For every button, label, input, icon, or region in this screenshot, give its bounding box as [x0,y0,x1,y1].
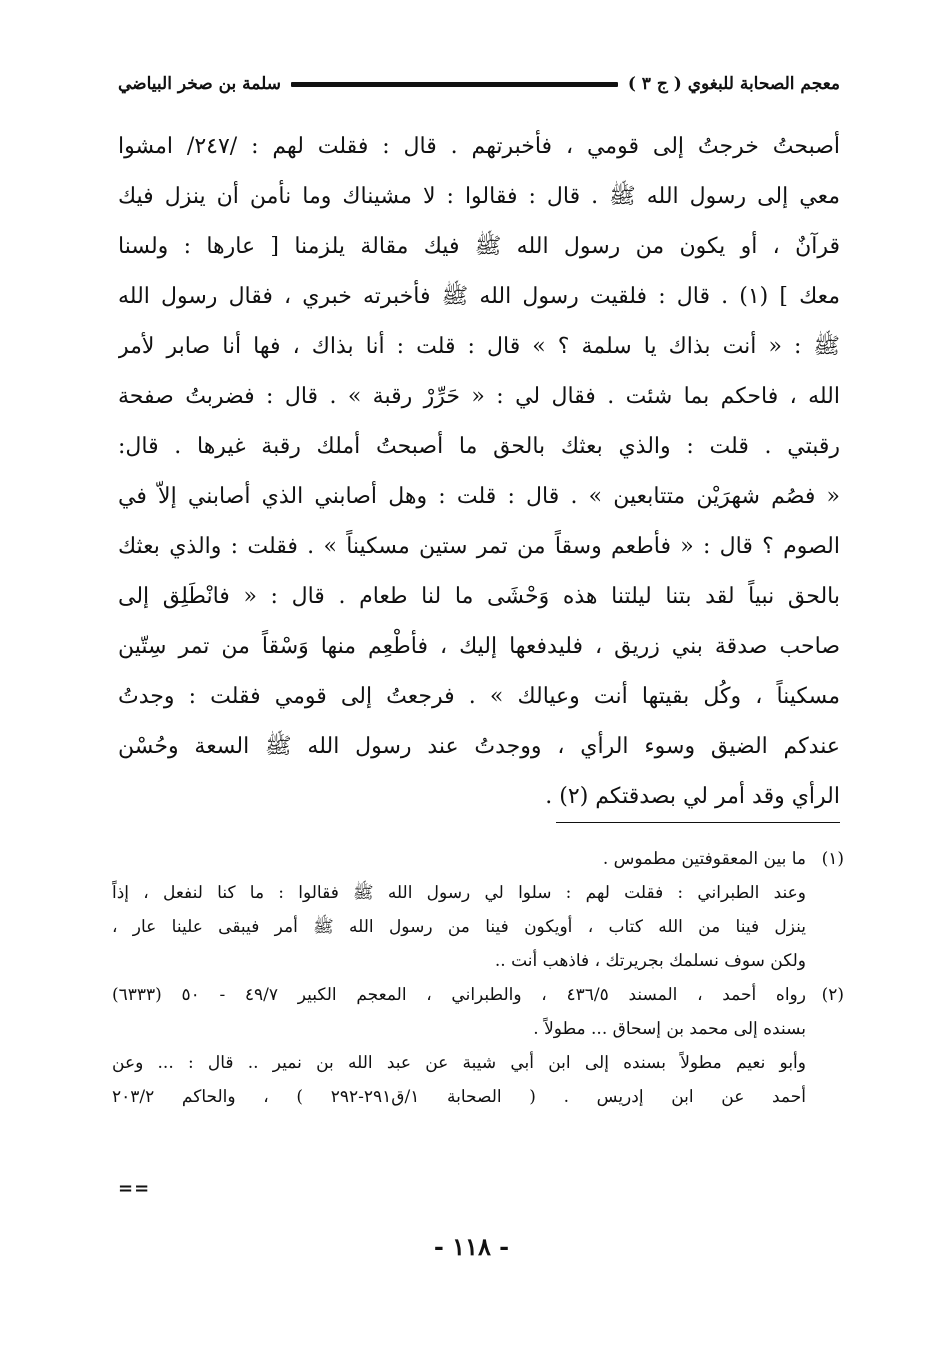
text-line: عندكم الضيق وسوء الرأي ، ووجدتُ عند رسول الله ﷺ السعة وحُسْن [118,734,840,759]
footnote-line [112,978,844,1012]
footnote-number: (٢) [821,985,844,1005]
footnote-line [112,944,844,978]
footnote-number [806,1012,844,1046]
footnote-line [112,876,844,910]
footnote-number [806,944,844,978]
footnote-text: ولكن سوف نسلمك بجريرتك ، فاذهب أنت .. [494,951,806,971]
footnote-text: ينزل فينا من الله كتاب ، أويكون فينا من رسول الله ﷺ أمر فيبقى علينا عار ، [112,917,806,937]
main-text [118,122,840,822]
book-title: معجم الصحابة للبغوي ( ج ٣ ) [627,74,840,94]
text-line: رقبتي . قلت : والذي بعثك بالحق ما أصبحتُ أملك رقبة غيرها . قال: [118,434,840,459]
footnote-text: رواه أحمد ، المسند ٤٣٦/٥ ، والطبراني ، المعجم الكبير ٤٩/٧ - ٥٠ (٦٣٣٣) [112,985,806,1005]
text-line: معك ] (١) . قال : فلقيت رسول الله ﷺ فأخبرته خبري ، فقال رسول الله [118,284,840,309]
text-line: معي إلى رسول الله ﷺ . قال : فقالوا : لا مشيناك وما نأمن أن ينزل فيك [118,184,840,209]
footnote-text: أحمد عن ابن إدريس . ( الصحابة ١/ق٢٩١-٢٩٢ ) ، والحاكم ٢٠٣/٢ [112,1087,806,1107]
footnote-line [112,910,844,944]
text-line: الله ، فاحكم بما شئت . فقال لي : « حَرِّرْ رقبة » . قال : فضربتُ صفحة [118,384,840,409]
header-rule [291,82,618,87]
text-line: الرأي وقد أمر لي بصدقتكم (٢) . [545,784,840,809]
footnote-number [806,1080,844,1114]
footnote-separator [556,822,840,823]
text-line: مسكيناً ، وكُل بقيتها أنت وعيالك » . فرجعتُ إلى قومي فقلت : وجدتُ [118,684,840,709]
text-line: صاحب صدقة بني زريق ، فليدفعها إليك ، فأطْعِم منها وَسْقاً من تمر سِتّين [118,634,840,659]
footnote-line [112,1080,844,1114]
footnote-number [806,876,844,910]
continued-mark: == [118,1178,151,1199]
text-line: أصبحتُ خرجتُ إلى قومي ، فأخبرتهم . قال : فقلت لهم : /٢٤٧/ امشوا [118,134,840,159]
footnote-number [806,1046,844,1080]
footnote-number: (١) [821,849,844,869]
footnotes [112,842,844,1114]
footnote-text: وأبو نعيم مطولاً بسنده إلى ابن أبي شيبة عن عبد الله بن نمير .. قال : ... وعن [112,1053,806,1073]
footnote-line [112,1012,844,1046]
footnote-text: بسنده إلى محمد بن إسحاق ... مطولاً . [533,1019,806,1039]
page-number: - ١١٨ - [433,1232,510,1261]
running-header [118,66,840,102]
text-line: « فصُم شهرَيْن متتابعين » . قال : قلت : وهل أصابني الذي أصابني إلاّ في [118,484,840,509]
footnote-text: وعند الطبراني : فقلت لهم : سلوا لي رسول الله ﷺ فقالوا : ما كنا لنفعل ، إذاً [112,883,806,903]
text-line: بالحق نبياً لقد بتنا ليلتنا هذه وَحْشَى ما لنا طعام . قال : « فانْطَلِق إلى [118,584,840,609]
footnote-line [112,1046,844,1080]
entry-name: سلمة بن صخر البياضي [118,74,281,94]
footnote-text: ما بين المعقوفتين مطموس . [602,849,806,869]
footnote-number [806,910,844,944]
text-line: قرآنٌ ، أو يكون من رسول الله ﷺ فيك مقالة يلزمنا [ عارها : ولسنا [118,234,840,259]
footnote-line [112,842,844,876]
text-line: ﷺ : « أنت بذاك يا سلمة ؟ » قال : قلت : أنا بذاك ، فها أنا صابر لأمر [118,334,840,359]
text-line: الصوم ؟ قال : « فأطعم وسقاً من تمر ستين مسكيناً » . فقلت : والذي بعثك [118,534,840,559]
